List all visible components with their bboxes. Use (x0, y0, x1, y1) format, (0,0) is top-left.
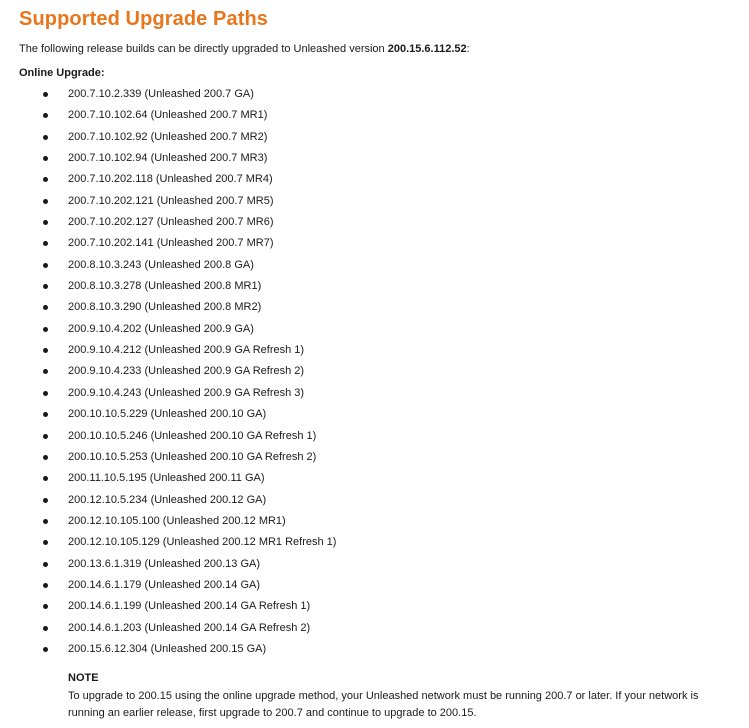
list-item (0, 554, 749, 575)
intro-text: The following release builds can be directly upgraded to Unleashed version (19, 43, 388, 55)
bullet-icon (43, 604, 48, 609)
list-item (0, 276, 749, 297)
list-item (0, 468, 749, 489)
bullet-icon (43, 647, 48, 652)
build-label: 200.12.10.105.100 (Unleashed 200.12 MR1) (68, 514, 286, 527)
bullet-icon (43, 583, 48, 588)
target-version: 200.15.6.112.52 (387, 43, 467, 55)
bullet-icon (43, 241, 48, 246)
build-label: 200.13.6.1.319 (Unleashed 200.13 GA) (68, 557, 261, 570)
bullet-icon (43, 391, 48, 396)
list-item (0, 127, 749, 148)
intro-suffix: : (466, 43, 470, 55)
bullet-icon (43, 135, 48, 140)
bullet-icon (43, 498, 48, 503)
build-label: 200.7.10.102.64 (Unleashed 200.7 MR1) (68, 109, 268, 122)
build-label: 200.7.10.202.118 (Unleashed 200.7 MR4) (68, 173, 273, 186)
list-item (0, 511, 749, 532)
bullet-icon (43, 156, 48, 161)
bullet-icon (43, 220, 48, 225)
list-item (0, 84, 749, 105)
list-item (0, 490, 749, 511)
build-label: 200.14.6.1.199 (Unleashed 200.14 GA Refresh 1) (68, 600, 311, 613)
bullet-icon (43, 476, 48, 481)
build-label: 200.14.6.1.203 (Unleashed 200.14 GA Refresh 2) (68, 621, 311, 634)
build-label: 200.7.10.102.94 (Unleashed 200.7 MR3) (68, 152, 268, 165)
note-text: To upgrade to 200.15 using the online upgrade method, your Unleashed network must be running 200.7 or later. If your network is running an earlier release, first upgrade to 200.7 and continue to upgrade to 200.15. (68, 690, 699, 719)
page-title: Supported Upgrade Paths (19, 8, 268, 30)
build-label: 200.7.10.202.121 (Unleashed 200.7 MR5) (68, 194, 274, 207)
list-item (0, 255, 749, 276)
list-item (0, 212, 749, 233)
build-label: 200.15.6.12.304 (Unleashed 200.15 GA) (68, 642, 267, 655)
list-item (0, 297, 749, 318)
build-label: 200.12.10.5.234 (Unleashed 200.12 GA) (68, 493, 267, 506)
list-item (0, 191, 749, 212)
note-box (68, 671, 718, 722)
bullet-icon (43, 519, 48, 524)
list-item (0, 319, 749, 340)
list-item (0, 575, 749, 596)
build-label: 200.7.10.2.339 (Unleashed 200.7 GA) (68, 88, 254, 100)
bullet-icon (43, 562, 48, 567)
build-label: 200.7.10.202.127 (Unleashed 200.7 MR6) (68, 216, 274, 229)
build-label: 200.12.10.105.129 (Unleashed 200.12 MR1 Refresh 1) (68, 536, 337, 549)
list-item (0, 383, 749, 404)
build-label: 200.14.6.1.179 (Unleashed 200.14 GA) (68, 578, 261, 591)
list-item (0, 447, 749, 468)
list-item (0, 340, 749, 361)
build-label: 200.10.10.5.253 (Unleashed 200.10 GA Refresh 2) (68, 450, 317, 463)
build-label: 200.9.10.4.233 (Unleashed 200.9 GA Refresh 2) (68, 365, 305, 378)
build-list (0, 84, 749, 660)
build-label: 200.10.10.5.246 (Unleashed 200.10 GA Refresh 1) (68, 429, 317, 442)
list-item (0, 532, 749, 553)
list-item (0, 361, 749, 382)
build-label: 200.11.10.5.195 (Unleashed 200.11 GA) (68, 472, 265, 485)
build-label: 200.8.10.3.243 (Unleashed 200.8 GA) (68, 258, 254, 271)
list-item (0, 618, 749, 639)
list-item (0, 596, 749, 617)
bullet-icon (43, 455, 48, 460)
bullet-icon (43, 263, 48, 268)
list-item (0, 169, 749, 190)
online-upgrade-heading: Online Upgrade: (19, 67, 105, 79)
list-item (0, 404, 749, 425)
bullet-icon (43, 348, 48, 353)
list-item (0, 148, 749, 169)
list-item (0, 639, 749, 660)
bullet-icon (43, 412, 48, 417)
build-label: 200.8.10.3.290 (Unleashed 200.8 MR2) (68, 301, 262, 314)
bullet-icon (43, 626, 48, 631)
build-label: 200.7.10.102.92 (Unleashed 200.7 MR2) (68, 130, 268, 143)
build-label: 200.8.10.3.278 (Unleashed 200.8 MR1) (68, 280, 262, 293)
build-label: 200.10.10.5.229 (Unleashed 200.10 GA) (68, 408, 267, 421)
bullet-icon (43, 284, 48, 289)
build-label: 200.7.10.202.141 (Unleashed 200.7 MR7) (68, 237, 274, 250)
list-item (0, 105, 749, 126)
list-item (0, 426, 749, 447)
note-label: NOTE (68, 672, 99, 684)
bullet-icon (43, 434, 48, 439)
bullet-icon (43, 92, 48, 97)
list-item (0, 233, 749, 254)
build-label: 200.9.10.4.243 (Unleashed 200.9 GA Refresh 3) (68, 386, 305, 399)
intro-paragraph (19, 43, 470, 55)
bullet-icon (43, 199, 48, 204)
bullet-icon (43, 540, 48, 545)
bullet-icon (43, 369, 48, 374)
bullet-icon (43, 113, 48, 118)
build-label: 200.9.10.4.212 (Unleashed 200.9 GA Refresh 1) (68, 344, 305, 357)
bullet-icon (43, 327, 48, 332)
bullet-icon (43, 177, 48, 182)
bullet-icon (43, 305, 48, 310)
build-label: 200.9.10.4.202 (Unleashed 200.9 GA) (68, 322, 254, 335)
